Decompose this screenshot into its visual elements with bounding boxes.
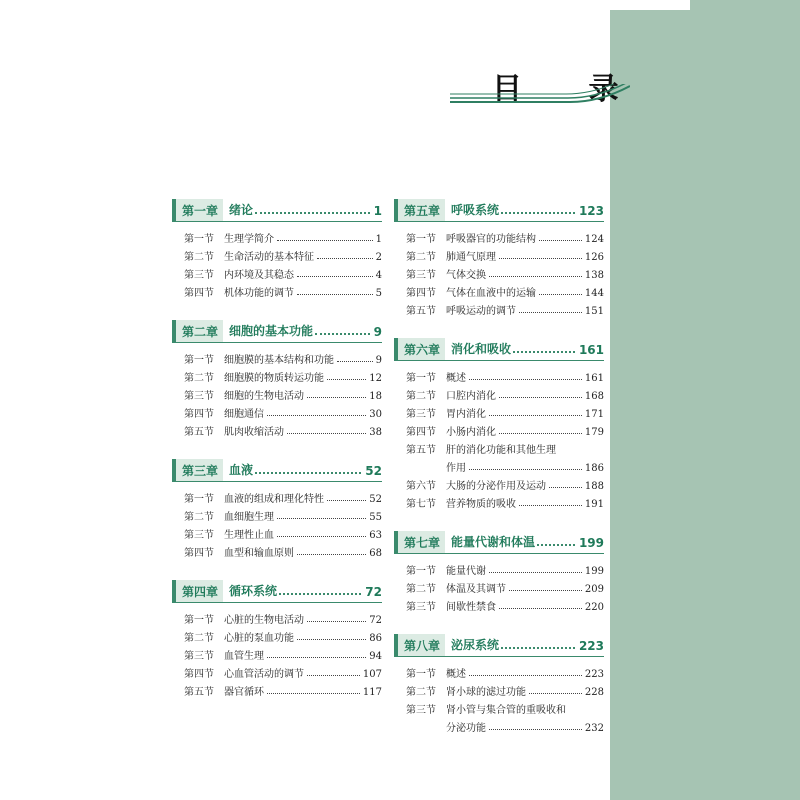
dot-leader (519, 312, 582, 313)
chapter-heading[interactable] (394, 532, 604, 554)
section-page: 94 (369, 651, 382, 662)
toc-section[interactable] (184, 523, 382, 541)
section-number: 第一节 (184, 615, 214, 626)
chapter-title: 能量代谢和体温 (451, 535, 536, 549)
section-number: 第四节 (184, 548, 214, 559)
dot-leader (489, 415, 582, 416)
toc-section-continued[interactable] (406, 716, 604, 734)
section-page: 5 (375, 288, 382, 299)
dot-leader (267, 657, 366, 658)
chapter-number: 第二章 (172, 320, 223, 342)
toc-column-right (394, 200, 604, 734)
chapter-heading[interactable] (394, 339, 604, 361)
section-number: 第三节 (406, 409, 436, 420)
dot-leader (307, 621, 366, 622)
toc-section[interactable] (184, 626, 382, 644)
chapter-heading[interactable] (394, 635, 604, 657)
dot-leader (277, 536, 366, 537)
section-page: 9 (375, 355, 382, 366)
chapter-number: 第一章 (172, 199, 223, 221)
section-title: 概述 (446, 669, 466, 680)
section-title: 大肠的分泌作用及运动 (446, 481, 546, 492)
chapter-number: 第三章 (172, 459, 223, 481)
section-title: 血液的组成和理化特性 (224, 494, 324, 505)
toc-section[interactable] (184, 245, 382, 263)
dot-leader (297, 639, 366, 640)
dot-leader (499, 608, 582, 609)
dot-leader (277, 240, 373, 241)
section-number: 第二节 (406, 252, 436, 263)
toc-chapter (172, 200, 382, 299)
dot-leader (307, 675, 360, 676)
section-title: 小肠内消化 (446, 427, 496, 438)
section-page: 1 (375, 234, 382, 245)
section-number: 第四节 (406, 427, 436, 438)
section-page: 209 (584, 584, 604, 595)
section-page: 171 (584, 409, 604, 420)
toc-section[interactable] (406, 680, 604, 698)
section-title: 生理学简介 (224, 234, 274, 245)
section-page: 86 (369, 633, 382, 644)
toc-section-continued[interactable] (406, 456, 604, 474)
chapter-number: 第七章 (394, 531, 445, 553)
toc-section[interactable] (406, 698, 604, 716)
toc-section[interactable] (406, 366, 604, 384)
section-number: 第五节 (406, 306, 436, 317)
dot-leader (297, 294, 373, 295)
section-page: 138 (584, 270, 604, 281)
toc-section[interactable] (406, 420, 604, 438)
toc-section[interactable] (184, 487, 382, 505)
section-page: 186 (584, 463, 604, 474)
toc-chapter (172, 321, 382, 438)
chapter-page: 199 (578, 536, 604, 550)
chapter-heading[interactable] (394, 200, 604, 222)
toc-section[interactable] (406, 227, 604, 245)
section-title: 生理性止血 (224, 530, 274, 541)
chapter-heading[interactable] (172, 460, 382, 482)
dot-leader (529, 693, 582, 694)
section-number: 第三节 (406, 705, 436, 716)
toc-section[interactable] (406, 281, 604, 299)
section-list (172, 603, 382, 698)
section-page: 38 (369, 427, 382, 438)
section-number: 第六节 (406, 481, 436, 492)
toc-section[interactable] (184, 384, 382, 402)
section-page: 220 (584, 602, 604, 613)
chapter-title: 绪论 (229, 203, 254, 217)
section-number: 第二节 (406, 391, 436, 402)
dot-leader (267, 693, 360, 694)
toc-section[interactable] (184, 541, 382, 559)
section-number: 第三节 (184, 391, 214, 402)
toc-section[interactable] (184, 366, 382, 384)
section-number: 第一节 (406, 566, 436, 577)
toc-chapter (394, 532, 604, 613)
section-number: 第一节 (184, 355, 214, 366)
section-title-continued: 作用 (446, 463, 466, 474)
section-number: 第四节 (406, 288, 436, 299)
toc-section[interactable] (184, 662, 382, 680)
dot-leader (287, 433, 366, 434)
toc-chapter (394, 635, 604, 734)
section-title: 血管生理 (224, 651, 264, 662)
dot-leader (317, 258, 373, 259)
section-title: 细胞通信 (224, 409, 264, 420)
section-page: 68 (369, 548, 382, 559)
section-title: 细胞的生物电活动 (224, 391, 304, 402)
section-title: 间歇性禁食 (446, 602, 496, 613)
section-number: 第一节 (184, 234, 214, 245)
section-number: 第五节 (184, 687, 214, 698)
chapter-number: 第六章 (394, 338, 445, 360)
dot-leader (509, 590, 582, 591)
toc-chapter (172, 460, 382, 559)
section-number: 第三节 (406, 270, 436, 281)
dot-leader (277, 518, 366, 519)
section-number: 第五节 (184, 427, 214, 438)
dot-leader (537, 544, 575, 546)
dot-leader (307, 397, 366, 398)
chapter-page: 223 (578, 639, 604, 653)
section-page: 30 (369, 409, 382, 420)
toc-section[interactable] (184, 348, 382, 366)
section-title: 心脏的生物电活动 (224, 615, 304, 626)
section-list (172, 482, 382, 559)
section-page: 18 (369, 391, 382, 402)
toc-section[interactable] (184, 608, 382, 626)
dot-leader (337, 361, 373, 362)
chapter-number: 第五章 (394, 199, 445, 221)
dot-leader (469, 469, 582, 470)
section-title: 内环境及其稳态 (224, 270, 294, 281)
section-title: 胃内消化 (446, 409, 486, 420)
dot-leader (279, 593, 361, 595)
dot-leader (539, 294, 582, 295)
chapter-page: 1 (373, 204, 382, 218)
dot-leader (501, 647, 575, 649)
dot-leader (519, 505, 582, 506)
section-number: 第三节 (184, 530, 214, 541)
toc-section[interactable] (406, 662, 604, 680)
section-number: 第二节 (184, 252, 214, 263)
section-title: 生命活动的基本特征 (224, 252, 314, 263)
chapter-number: 第八章 (394, 634, 445, 656)
dot-leader (469, 675, 582, 676)
section-number: 第七节 (406, 499, 436, 510)
section-title: 肝的消化功能和其他生理 (446, 445, 556, 456)
toc-section[interactable] (406, 492, 604, 510)
section-number: 第三节 (184, 270, 214, 281)
dot-leader (297, 554, 366, 555)
chapter-title: 血液 (229, 463, 254, 477)
section-title: 血型和输血原则 (224, 548, 294, 559)
toc-column-left (172, 200, 382, 698)
section-title: 心脏的泵血功能 (224, 633, 294, 644)
chapter-heading[interactable] (172, 321, 382, 343)
section-title: 气体在血液中的运输 (446, 288, 536, 299)
dot-leader (499, 433, 582, 434)
toc-section[interactable] (184, 420, 382, 438)
section-number: 第二节 (406, 687, 436, 698)
toc-section[interactable] (184, 227, 382, 245)
toc-section[interactable] (406, 263, 604, 281)
dot-leader (499, 397, 582, 398)
section-title: 机体功能的调节 (224, 288, 294, 299)
dot-leader (327, 379, 366, 380)
chapter-title: 消化和吸收 (451, 342, 512, 356)
toc-chapter (172, 581, 382, 698)
chapter-title: 细胞的基本功能 (229, 324, 314, 338)
dot-leader (501, 212, 575, 214)
section-page: 151 (584, 306, 604, 317)
section-page: 126 (584, 252, 604, 263)
toc-section[interactable] (406, 245, 604, 263)
dot-leader (297, 276, 373, 277)
dot-leader (489, 276, 582, 277)
chapter-title: 泌尿系统 (451, 638, 500, 652)
section-number: 第四节 (184, 288, 214, 299)
section-page: 4 (375, 270, 382, 281)
section-number: 第四节 (184, 669, 214, 680)
section-page: 72 (369, 615, 382, 626)
dot-leader (489, 729, 582, 730)
section-page: 179 (584, 427, 604, 438)
section-page: 191 (584, 499, 604, 510)
section-number: 第三节 (406, 602, 436, 613)
band-notch (610, 0, 690, 10)
section-title: 肾小管与集合管的重吸收和 (446, 705, 566, 716)
section-list (394, 222, 604, 317)
dot-leader (489, 572, 582, 573)
section-page: 199 (584, 566, 604, 577)
section-list (172, 343, 382, 438)
section-title: 营养物质的吸收 (446, 499, 516, 510)
section-page: 12 (369, 373, 382, 384)
side-color-band (610, 0, 800, 800)
toc-section[interactable] (406, 384, 604, 402)
section-number: 第一节 (406, 373, 436, 384)
toc-section[interactable] (184, 402, 382, 420)
section-number: 第四节 (184, 409, 214, 420)
section-number: 第五节 (406, 445, 436, 456)
section-title: 口腔内消化 (446, 391, 496, 402)
chapter-page: 72 (365, 585, 382, 599)
chapter-number: 第四章 (172, 580, 223, 602)
dot-leader (539, 240, 582, 241)
toc-section[interactable] (406, 559, 604, 577)
dot-leader (327, 500, 366, 501)
chapter-page: 52 (365, 464, 382, 478)
section-page: 223 (584, 669, 604, 680)
dot-leader (499, 258, 582, 259)
dot-leader (255, 472, 361, 474)
section-page: 107 (362, 669, 382, 680)
section-title: 肺通气原理 (446, 252, 496, 263)
chapter-title: 循环系统 (229, 584, 278, 598)
section-list (394, 361, 604, 510)
title-underline-decoration (450, 84, 630, 106)
toc-section[interactable] (406, 402, 604, 420)
toc-chapter (394, 339, 604, 510)
section-page: 232 (584, 723, 604, 734)
section-page: 55 (369, 512, 382, 523)
toc-section[interactable] (406, 299, 604, 317)
section-number: 第二节 (406, 584, 436, 595)
chapter-title: 呼吸系统 (451, 203, 500, 217)
dot-leader (513, 351, 575, 353)
section-page: 161 (584, 373, 604, 384)
dot-leader (255, 212, 370, 214)
toc-section[interactable] (184, 263, 382, 281)
section-page: 228 (584, 687, 604, 698)
toc-chapter (394, 200, 604, 317)
section-page: 52 (369, 494, 382, 505)
section-title: 气体交换 (446, 270, 486, 281)
section-title: 体温及其调节 (446, 584, 506, 595)
section-title: 呼吸运动的调节 (446, 306, 516, 317)
chapter-page: 161 (578, 343, 604, 357)
toc-section[interactable] (184, 281, 382, 299)
section-title: 器官循环 (224, 687, 264, 698)
dot-leader (267, 415, 366, 416)
section-page: 63 (369, 530, 382, 541)
section-number: 第二节 (184, 633, 214, 644)
section-page: 188 (584, 481, 604, 492)
section-number: 第二节 (184, 373, 214, 384)
chapter-heading[interactable] (172, 200, 382, 222)
section-title: 肾小球的滤过功能 (446, 687, 526, 698)
section-list (394, 657, 604, 734)
section-page: 144 (584, 288, 604, 299)
section-page: 124 (584, 234, 604, 245)
toc-section[interactable] (406, 474, 604, 492)
section-page: 117 (362, 687, 382, 698)
section-title: 肌肉收缩活动 (224, 427, 284, 438)
section-title: 血细胞生理 (224, 512, 274, 523)
section-page: 168 (584, 391, 604, 402)
section-title: 概述 (446, 373, 466, 384)
section-title: 细胞膜的物质转运功能 (224, 373, 324, 384)
section-title: 细胞膜的基本结构和功能 (224, 355, 334, 366)
section-number: 第一节 (184, 494, 214, 505)
chapter-page: 123 (578, 204, 604, 218)
section-number: 第二节 (184, 512, 214, 523)
dot-leader (469, 379, 582, 380)
toc-section[interactable] (184, 680, 382, 698)
section-number: 第一节 (406, 234, 436, 245)
section-title: 心血管活动的调节 (224, 669, 304, 680)
toc-section[interactable] (184, 505, 382, 523)
toc-section[interactable] (406, 577, 604, 595)
chapter-heading[interactable] (172, 581, 382, 603)
section-list (394, 554, 604, 613)
section-number: 第一节 (406, 669, 436, 680)
toc-section[interactable] (406, 595, 604, 613)
section-title: 能量代谢 (446, 566, 486, 577)
section-number: 第三节 (184, 651, 214, 662)
dot-leader (315, 333, 370, 335)
toc-section[interactable] (406, 438, 604, 456)
dot-leader (549, 487, 582, 488)
section-title-continued: 分泌功能 (446, 723, 486, 734)
toc-section[interactable] (184, 644, 382, 662)
section-list (172, 222, 382, 299)
chapter-page: 9 (373, 325, 382, 339)
section-page: 2 (375, 252, 382, 263)
section-title: 呼吸器官的功能结构 (446, 234, 536, 245)
page-title: 目 录 (492, 72, 647, 107)
